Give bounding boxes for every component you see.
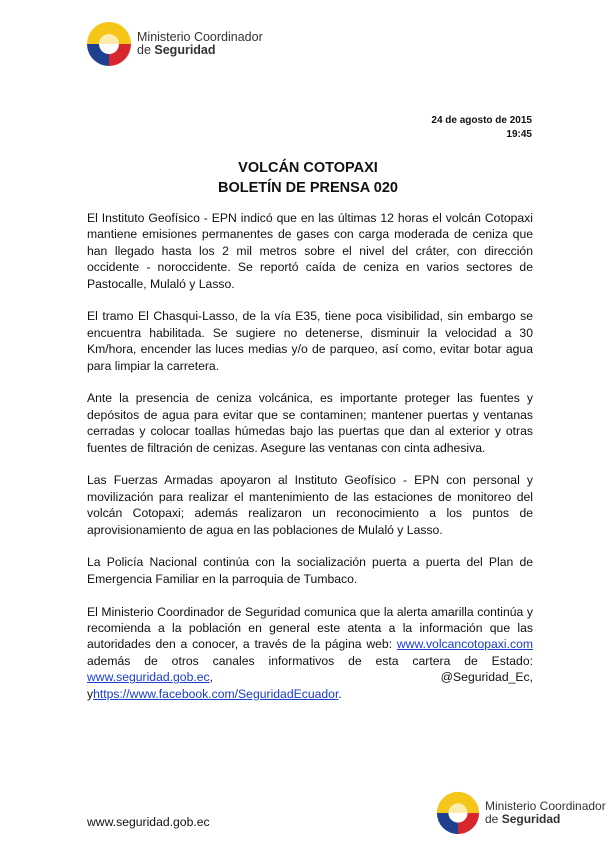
seguridad-link[interactable]: www.seguridad.gob.ec [87, 670, 210, 685]
logo-wordmark-footer [485, 800, 606, 826]
bulletin-date: 24 de agosto de 2015 [431, 115, 532, 126]
logo-line1: Ministerio Coordinador [485, 799, 606, 813]
paragraph-text: , @Seguridad_Ec, y [87, 670, 533, 701]
facebook-link[interactable]: https://www.facebook.com/SeguridadEcuador [93, 686, 339, 701]
page-title [0, 158, 616, 198]
logo-line2-strong: Seguridad [154, 43, 216, 57]
paragraph: Las Fuerzas Armadas apoyaron al Instituto Geofísico - EPN con personal y movilización para realizar el mantenimiento de las estaciones de monitoreo del volcán Cotopaxi; además realizaron un reconocimiento a los puntos de aprovisionamiento de agua en las poblaciones de Mulaló y Lasso. [87, 473, 533, 537]
paragraph: El tramo El Chasqui-Lasso, de la vía E35, tiene poca visibilidad, sin embargo se encuentra habilitada. Se sugiere no detenerse, disminuir la velocidad a 30 Km/hora, encender las luces medias y/o de parqueo, así como, evitar botar agua para limpiar la carretera. [87, 309, 533, 373]
bulletin-body [87, 210, 533, 719]
paragraph-text: El Ministerio Coordinador de Seguridad comunica que la alerta amarilla continúa y recomienda a la población en general este atenta a la información que las autoridades den a conocer, a través de la página web: [87, 604, 533, 652]
logo-wordmark [137, 31, 263, 57]
paragraph: El Instituto Geofísico - EPN indicó que en las últimas 12 horas el volcán Cotopaxi mantiene emisiones permanentes de gases con carga moderada de ceniza que han llegado hasta los 2 mil metros sobre el nivel del cráter, con dirección occidente - noroccidente. Se reportó caída de ceniza en varios sectores de Pastocalle, Mulaló y Lasso. [87, 211, 533, 291]
ministry-logo-header [85, 20, 263, 68]
paragraph: Ante la presencia de ceniza volcánica, es importante proteger las fuentes y depósitos de agua para evitar que se contaminen; mantener puertas y ventanas cerradas y colocar toallas húmedas bajo las puertas que dan al exterior y otras fuentes de filtración de cenizas. Asegure las ventanas con cinta adhesiva. [87, 391, 533, 455]
logo-line1: Ministerio Coordinador [137, 30, 263, 44]
volcancotopaxi-link[interactable]: www.volcancotopaxi.com [396, 637, 533, 652]
title-line1: VOLCÁN COTOPAXI [238, 160, 378, 176]
bulletin-time: 19:45 [506, 129, 532, 140]
paragraph-text: además de otros canales informativos de esta cartera de Estado: [87, 653, 533, 668]
logo-line2-prefix: de [137, 43, 151, 57]
paragraph-contact [87, 604, 533, 702]
paragraph: La Policía Nacional continúa con la socialización puerta a puerta del Plan de Emergencia Familiar en la parroquia de Tumbaco. [87, 555, 533, 586]
ecuador-sun-logo-icon [435, 790, 481, 836]
ecuador-sun-logo-icon [85, 20, 133, 68]
footer-url: www.seguridad.gob.ec [87, 815, 210, 829]
logo-line2-strong: Seguridad [501, 812, 561, 826]
ministry-logo-footer [435, 790, 606, 836]
paragraph-text: . [338, 686, 342, 701]
logo-line2-prefix: de [485, 812, 499, 826]
title-line2: BOLETÍN DE PRENSA 020 [218, 180, 398, 196]
date-time-block [431, 114, 532, 142]
